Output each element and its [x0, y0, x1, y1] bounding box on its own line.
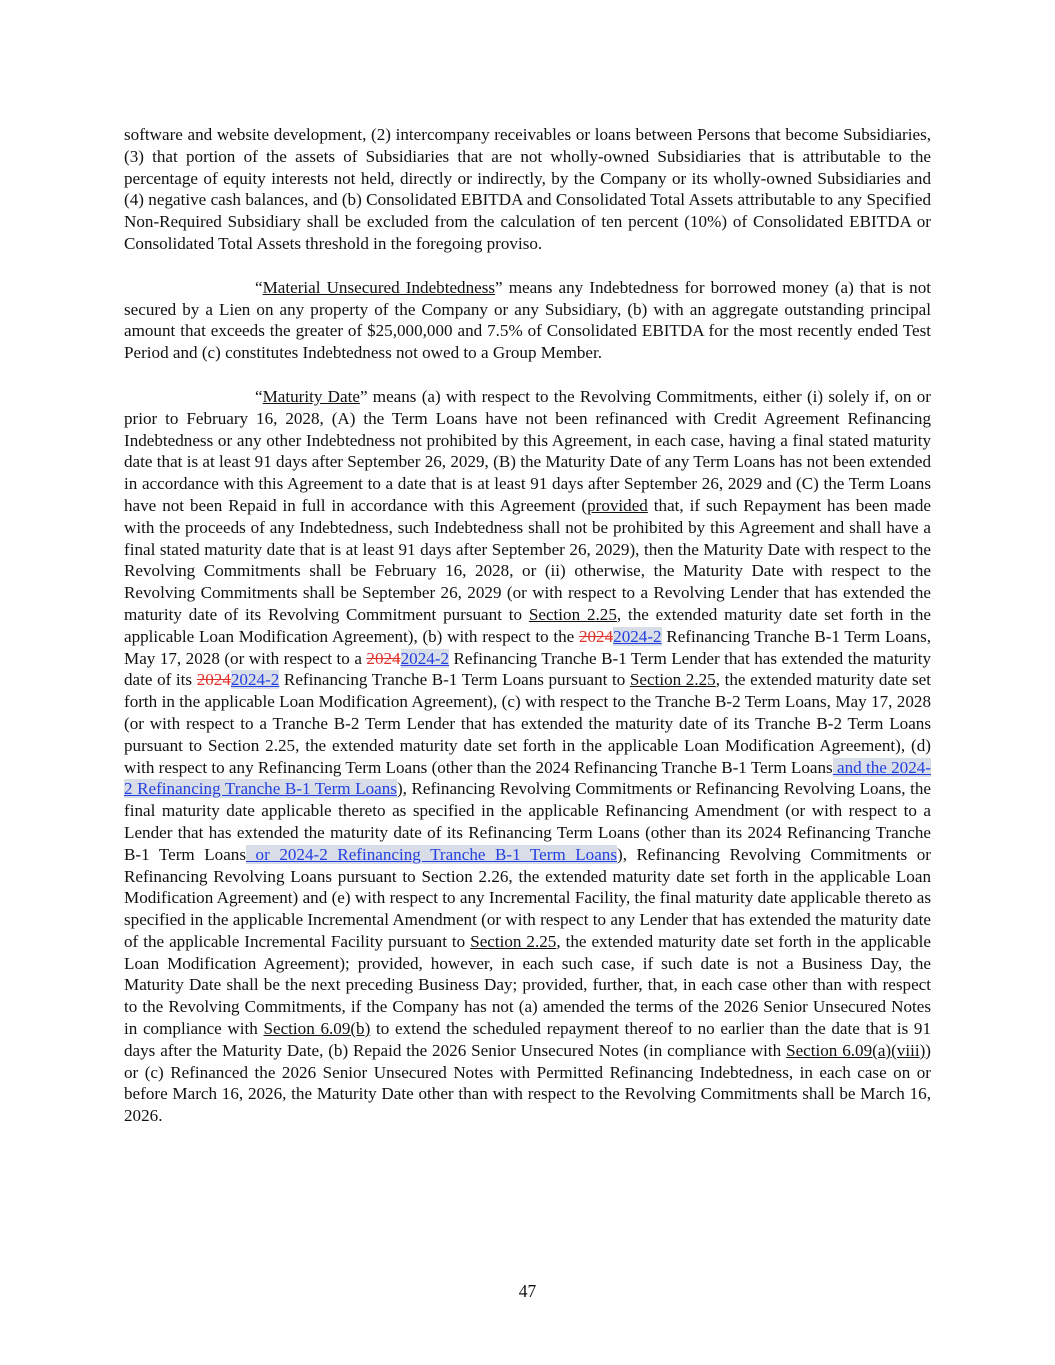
paragraph-text: software and website development, (2) intercompany receivables or loans between Persons that become Subsidiaries, (3) that portion of the assets of Subsidiaries that are not wholly-owned Subsidiaries that is attributable to the percentage of equity interests not held, directly or indirectly, by the Company or its wholly-owned Subsidiaries and (4) negative cash balances, and (b) Consolidated EBITDA and Consolidated Total Assets attributable to any Specified Non-Required Subsidiary shall be excluded from the calculation of ten percent (10%) of Consolidated EBITDA or Consolidated Total Assets threshold in the foregoing proviso. — [124, 125, 931, 253]
definition-text: ” means any Indebtedness for borrowed money (a) that is not secured by a Lien on any property of the Company or any Subsidiary, (b) with an aggregate outstanding principal amount that exceeds the greater of $25,000,000 and 7.5% of Consolidated EBITDA for the most recently ended Test Period and (c) constitutes Indebtedness not owed to a Group Member. — [124, 277, 931, 363]
deleted-text: 2024 — [578, 626, 614, 646]
section-reference: Section 2.25 — [629, 670, 716, 690]
inserted-text: 2024-2 — [613, 626, 662, 646]
definition-text: Refinancing Tranche B-1 Term Loans pursuant to — [279, 670, 630, 690]
definition-text: that, if such Repayment has been made with the proceeds of any Indebtedness, such Indebtedness shall not be prohibited by this Agreement and shall have a final stated maturity date that is at least 91 days after September 26, 2029), then the Maturity Date with respect to the Revolving Commitments shall be February 16, 2028, or (ii) otherwise, the Maturity Date with respect to the Revolving Commitments shall be September 26, 2029 (or with respect to a Revolving Lender that has extended the maturity date of its Revolving Commitment pursuant to — [124, 495, 932, 624]
paragraph-proviso-continuation — [124, 124, 931, 255]
defined-term: Material Unsecured Indebtedness — [262, 277, 496, 297]
open-quote: “ — [255, 277, 263, 297]
open-quote: “ — [255, 386, 263, 406]
definition-text: ), Refinancing Revolving Commitments or Refinancing Revolving Loans, the final maturity date applicable thereto as specified in the applicable Refinancing Amendment (or with respect to a Lender that has extended the maturity date of its Refinancing Term Loans (other than its 2024 Refinancing Tranche B-1 Term Loans — [124, 779, 932, 864]
definition-text: ” means (a) with respect to the Revolving Commitments, either (i) solely if, on or prior to February 16, 2028, (A) the Term Loans have not been refinanced with Credit Agreement Refinancing Indebtedness or any other Indebtedness not prohibited by this Agreement, in each case, having a final stated maturity date that is at least 91 days after September 26, 2029, (B) the Maturity Date of any Term Loans has not been extended in accordance with this Agreement to a date that is at least 91 days after September 26, 2029 and (C) the Term Loans have not been Repaid in full in accordance with this Agreement ( — [124, 386, 931, 515]
definition-text: Refinancing Tranche B-1 Term Lender that has extended the maturity date of its — [124, 648, 932, 690]
section-reference: Section 6.09(b) — [263, 1019, 371, 1039]
definition-text: ) or (c) Refinanced the 2026 Senior Unsecured Notes with Permitted Refinancing Indebtedness, in each case on or before March 16, 2026, the Maturity Date other than with respect to the Revolving Commitments shall be March 16, 2026. — [124, 1040, 931, 1126]
definition-text: , the extended maturity date set forth in the applicable Loan Modification Agreement), (b) with respect to the — [124, 604, 931, 646]
deleted-text: 2024 — [366, 648, 401, 668]
section-reference: Section 2.25 — [528, 604, 617, 624]
deleted-text: 2024 — [196, 670, 231, 690]
section-reference: Section 6.09(a)(viii) — [786, 1040, 926, 1060]
inserted-text: or 2024-2 Refinancing Tranche B-1 Term Loans — [246, 844, 617, 864]
definition-text: ), Refinancing Revolving Commitments or Refinancing Revolving Loans pursuant to Section 2.26, the extended maturity date set forth in the applicable Loan Modification Agreement) and (e) with respect to any Incremental Facility, the final maturity date applicable thereto as specified in the applicable Incremental Amendment (or with respect to any Lender that has extended the maturity date of the applicable Incremental Facility pursuant to — [124, 844, 931, 951]
defined-term: Maturity Date — [262, 386, 360, 406]
page-number: 47 — [518, 1281, 537, 1301]
definition-text: , the extended maturity date set forth in the applicable Loan Modification Agreement), (c) with respect to the Tranche B-2 Term Loans, May 17, 2028 (or with respect to a Tranche B-2 Term Lender that has extended the maturity date of its Tranche B-2 Term Loans pursuant to Section 2.25, the extended maturity date set forth in the applicable Loan Modification Agreement), (d) with respect to any Refinancing Term Loans (other than the 2024 Refinancing Tranche B-1 Term Loans — [124, 670, 931, 777]
definition-material-unsecured-indebtedness — [124, 277, 931, 364]
definition-text: Refinancing Tranche B-1 Term Loans, May 17, 2028 (or with respect to a — [124, 626, 931, 668]
section-reference: Section 2.25 — [470, 931, 557, 951]
definition-text: , the extended maturity date set forth in the applicable Loan Modification Agreement); provided, however, in each such case, if such date is not a Business Day, the Maturity Date shall be the next preceding Business Day; provided, further, that, in each case other than with respect to the Revolving Commitments, if the Company has not (a) amended the terms of the 2026 Senior Unsecured Notes in compliance with — [124, 931, 931, 1039]
definition-maturity-date — [124, 386, 931, 1127]
provided-term: provided — [587, 495, 648, 515]
inserted-text: 2024-2 — [230, 670, 280, 690]
document-page — [124, 124, 931, 1149]
inserted-text: 2024-2 — [400, 648, 450, 668]
inserted-text: and the 2024-2 Refinancing Tranche B-1 Term Loans — [124, 757, 931, 799]
definition-text: to extend the scheduled repayment thereof to no earlier than the date that is 91 days after the Maturity Date, (b) Repaid the 2026 Senior Unsecured Notes (in compliance with — [124, 1019, 931, 1060]
